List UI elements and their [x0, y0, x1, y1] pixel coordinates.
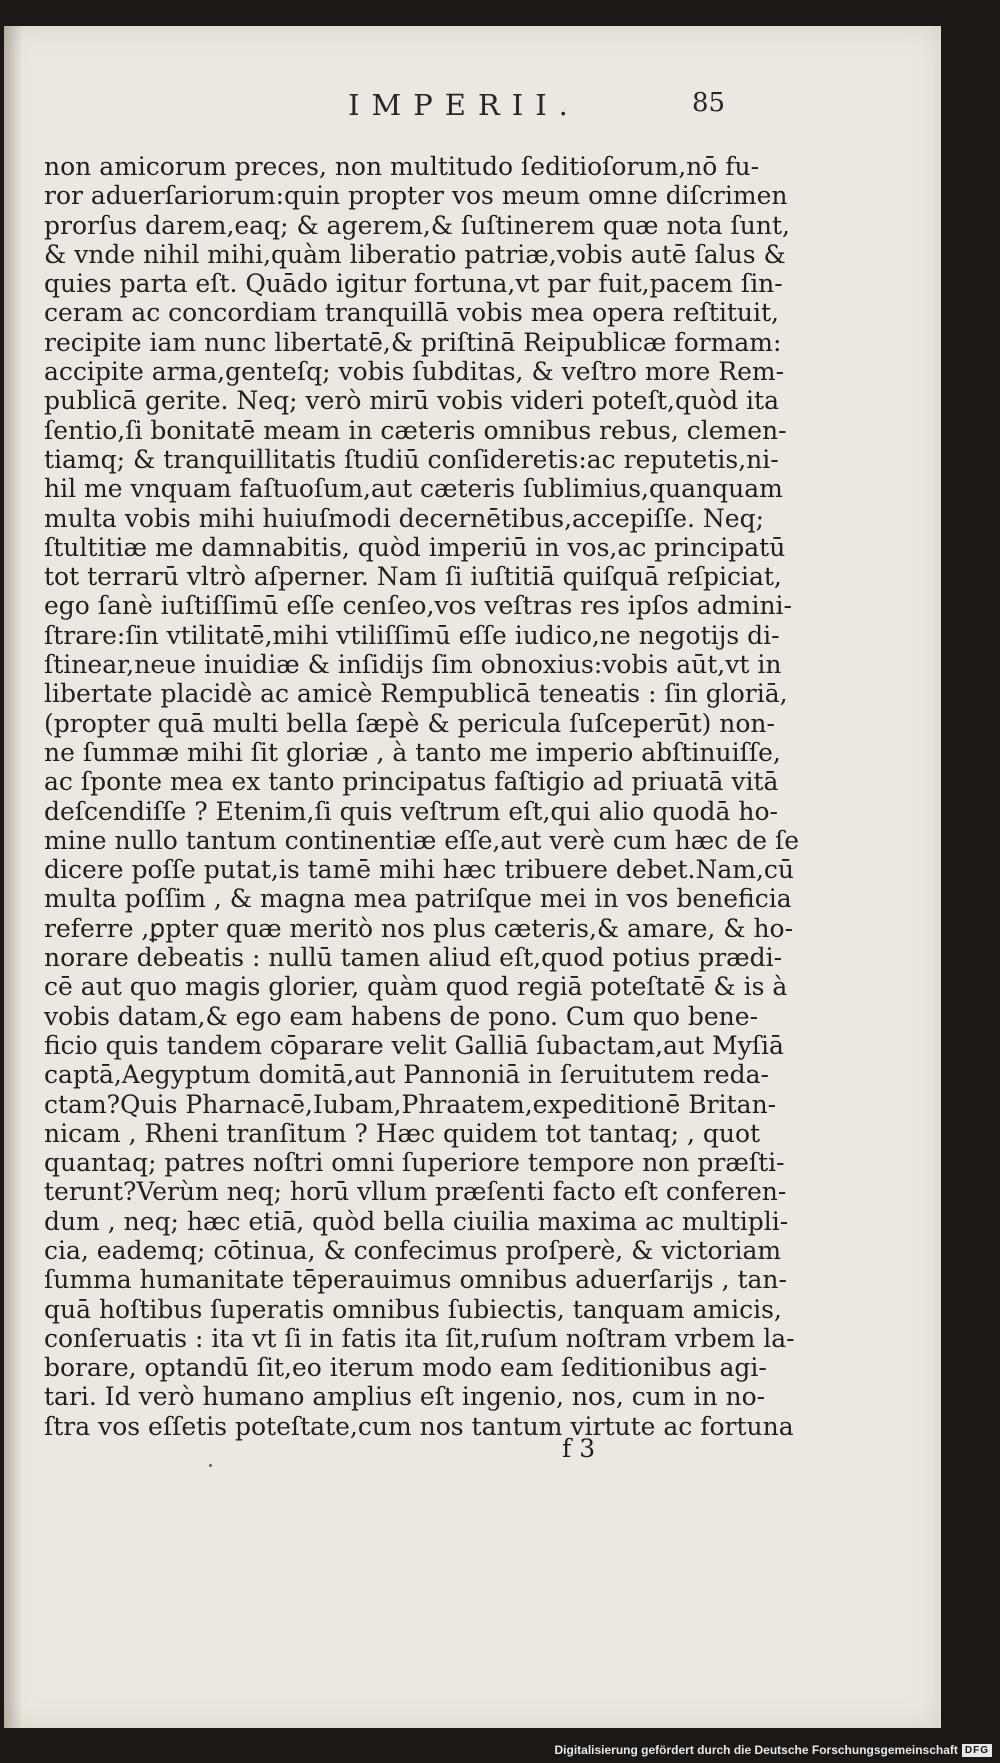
text-line: ror aduerſariorum:quin propter vos meum omne diſcrimen [44, 181, 788, 211]
text-line: recipite iam nunc libertatē,& priſtinā Reipublicæ formam: [44, 327, 782, 357]
text-line: ne ſummæ mihi ſit gloriæ , à tanto me imperio abſtinuiſſe, [44, 737, 781, 767]
text-line: & vnde nihil mihi,quàm liberatio patriæ,vobis autē ſalus & [44, 239, 786, 269]
text-line: dicere poſſe putat,is tamē mihi hæc tribuere debet.Nam,cū [44, 855, 795, 885]
text-line: quies parta eſt. Quādo igitur fortuna,vt par fuit,pacem ſin- [44, 269, 783, 299]
text-line: ctam?Quis Pharnacē,Iubam,Phraatem,expeditionē Britan- [44, 1089, 777, 1119]
text-line: vobis datam,& ego eam habens de pono. Cum quo bene- [44, 1001, 759, 1031]
gutter-shadow [4, 26, 22, 1728]
digitization-credit [554, 1743, 992, 1757]
text-line: multa poſſim , & magna mea patriſque mei in vos beneficia [44, 884, 792, 914]
text-line: ſumma humanitate tēperauimus omnibus aduerſarijs , tan- [44, 1265, 787, 1295]
text-line: deſcendiſſe ? Etenim,ſi quis veſtrum eſt,qui alio quodā ho- [44, 796, 778, 826]
text-line: tari. Id verò humano amplius eſt ingenio, nos, cum in no- [44, 1382, 766, 1412]
text-line: ſentio,ſi bonitatē meam in cæteris omnibus rebus, clemen- [44, 415, 787, 445]
text-line: ſtultitiæ me damnabitis, quòd imperiū in vos,ac principatū [44, 532, 786, 562]
text-line: captā,Aegyptum domitā,aut Pannoniā in ſeruitutem reda- [44, 1060, 769, 1090]
text-line: nicam , Rheni tranſitum ? Hæc quidem tot tantaq; , quot [44, 1118, 761, 1148]
text-line: ceram ac concordiam tranquillā vobis mea opera reſtituit, [44, 298, 779, 328]
text-line: tiamq; & tranquillitatis ſtudiū conſideretis:ac reputetis,ni- [44, 444, 779, 474]
text-line: (propter quā multi bella ſæpè & pericula ſuſceperūt) non- [44, 708, 775, 738]
text-line: dum , neq; hæc etiā, quòd bella ciuilia maxima ac multipli- [44, 1206, 789, 1236]
text-line: non amicorum preces, non multitudo ſeditioſorum,nō fu- [44, 152, 760, 181]
text-line: referre ,ꝑpter quæ meritò nos plus cæteris,& amare, & ho- [44, 913, 794, 943]
credit-text: Digitalisierung gefördert durch die Deutsche Forschungsgemeinschaft [554, 1743, 958, 1757]
paper-speck [209, 1464, 212, 1467]
text-line: tot terrarū vltrò aſperner. Nam ſi iuſtitiā quiſquā reſpiciat, [44, 562, 782, 592]
text-line: multa vobis mihi huiuſmodi decernētibus,accepiſſe. Neq; [44, 503, 765, 533]
text-line: ſtra vos eſſetis poteſtate,cum nos tantum virtute ac fortuna [44, 1411, 794, 1441]
signature-mark: f 3 [562, 1434, 596, 1463]
book-page [4, 26, 941, 1728]
text-line: hil me vnquam faſtuoſum,aut cæteris ſublimius,quanquam [44, 474, 783, 504]
text-line: borare, optandū ſit,eo iterum modo eam ſeditionibus agi- [44, 1353, 767, 1383]
body-text [44, 152, 800, 1441]
text-line: terunt?Verùm neq; horū vllum præſenti facto eſt conferen- [44, 1177, 787, 1207]
text-line: cē aut quo magis glorier, quàm quod regiā poteſtatē & is à [44, 972, 788, 1002]
text-line: conſeruatis : ita vt ſi in fatis ita ſit,ruſum noſtram vrbem la- [44, 1323, 795, 1353]
text-line: prorſus darem,eaq; & agerem,& ſuſtinerem quæ nota ſunt, [44, 210, 790, 240]
text-line: mine nullo tantum continentiæ eſſe,aut verè cum hæc de ſe [44, 825, 800, 855]
text-line: ficio quis tandem cōparare velit Galliā ſubactam,aut Myſiā [44, 1030, 784, 1060]
page-number: 85 [692, 88, 726, 118]
text-line: libertate placidè ac amicè Rempublicā teneatis : ſin gloriā, [44, 679, 788, 709]
text-line: cia, eademq; cōtinua, & confecimus proſperè, & victoriam [44, 1235, 782, 1265]
dfg-logo-icon: DFG [962, 1744, 992, 1757]
text-line: quā hoſtibus ſuperatis omnibus ſubiectis, tanquam amicis, [44, 1294, 782, 1324]
text-line: ſtrare:ſin vtilitatē,mihi vtiliſſimū eſſe iudico,ne negotijs di- [44, 620, 780, 650]
text-line: norare debeatis : nullū tamen aliud eſt,quod potius prædi- [44, 943, 783, 973]
text-line: ego ſanè iuſtiſſimū eſſe cenſeo,vos veſtras res ipſos admini- [44, 591, 792, 621]
text-line: accipite arma,genteſq; vobis ſubditas, & veſtro more Rem- [44, 357, 785, 387]
running-head: IMPERII. [348, 88, 580, 122]
text-line: ac ſponte mea ex tanto principatus faſtigio ad priuatā vitā [44, 767, 779, 797]
text-line: publicā gerite. Neq; verò mirū vobis videri poteſt,quòd ita [44, 386, 779, 416]
text-line: ſtinear,neue inuidiæ & inſidijs ſim obnoxius:vobis aūt,vt in [44, 650, 782, 680]
text-line: quantaq; patres noſtri omni ſuperiore tempore non præſti- [44, 1148, 785, 1178]
